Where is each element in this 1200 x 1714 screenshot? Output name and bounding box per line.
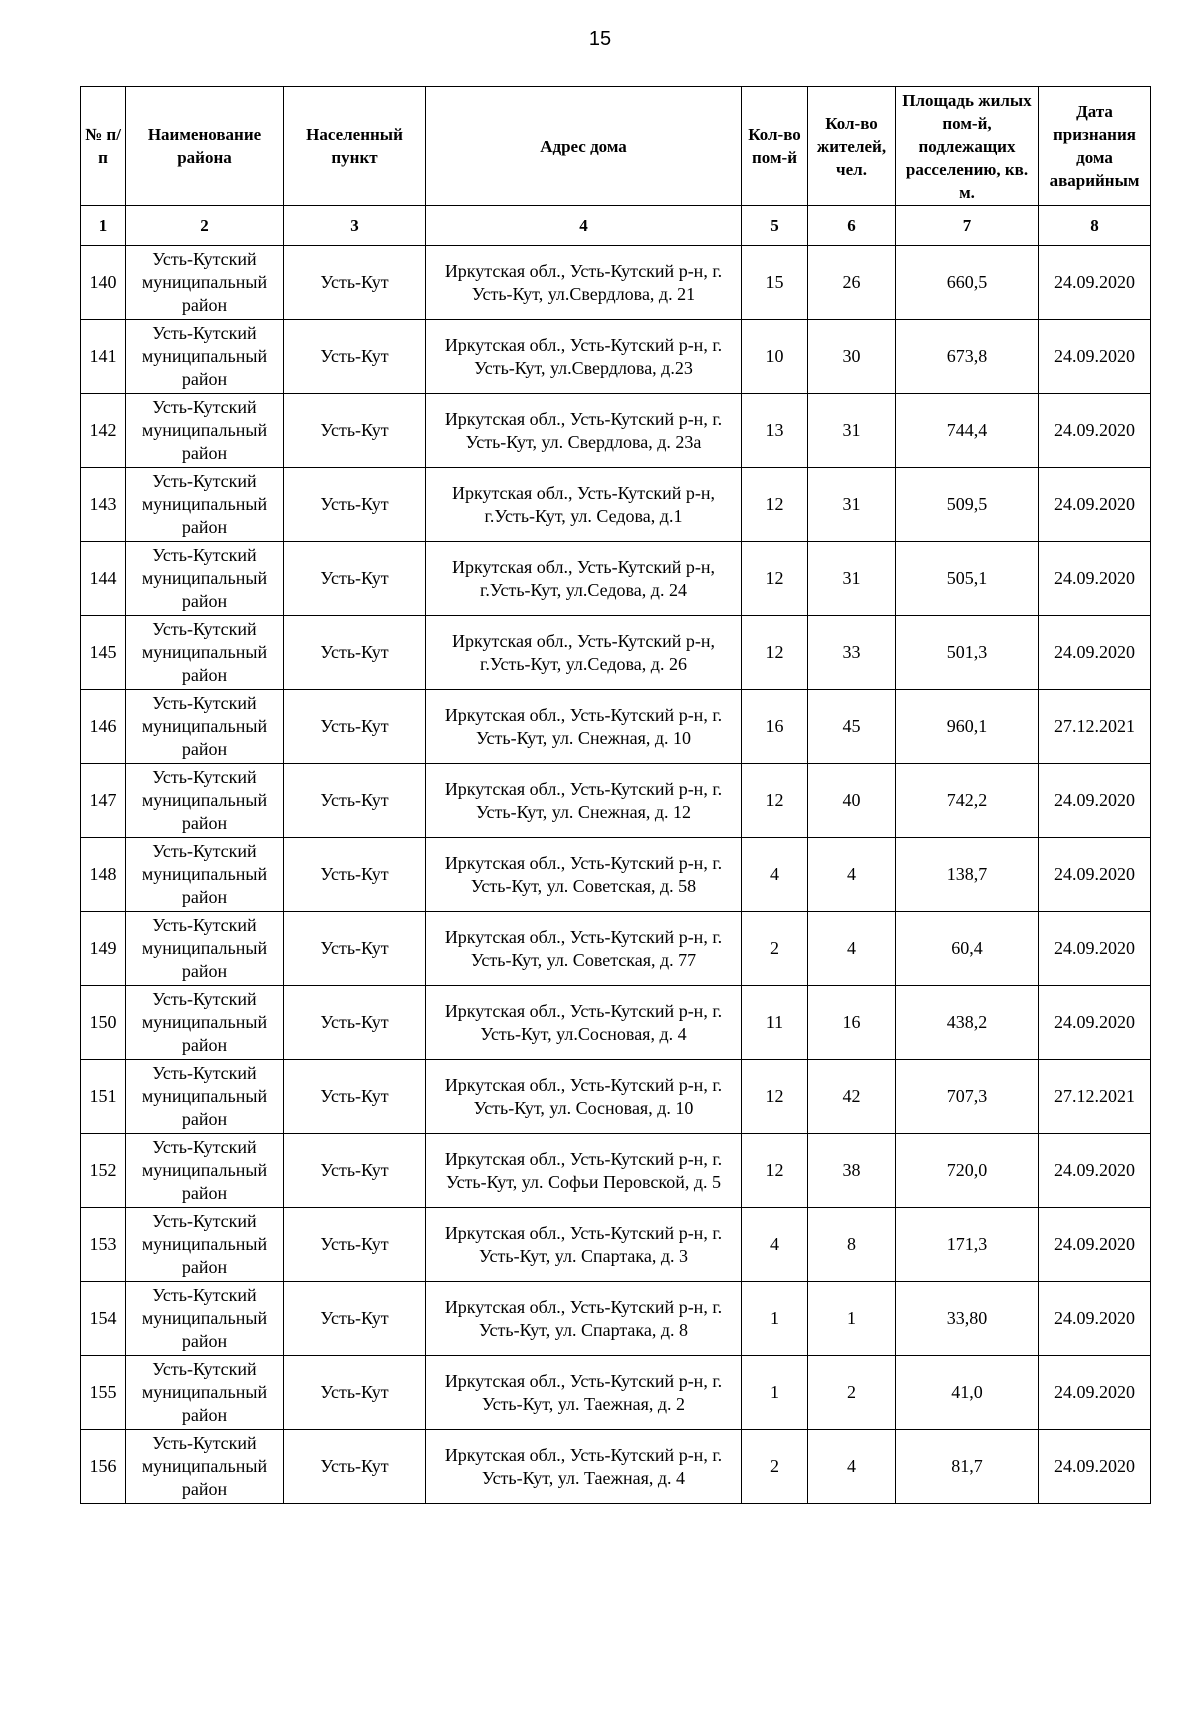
rooms-cell: 1 xyxy=(742,1282,808,1356)
date-cell: 24.09.2020 xyxy=(1039,764,1151,838)
date-cell: 24.09.2020 xyxy=(1039,616,1151,690)
column-number: 2 xyxy=(126,206,284,246)
date-cell: 24.09.2020 xyxy=(1039,394,1151,468)
address-cell: Иркутская обл., Усть-Кутский р-н, г. Усть-Кут, ул.Свердлова, д.23 xyxy=(426,320,742,394)
rooms-cell: 2 xyxy=(742,1430,808,1504)
date-cell: 24.09.2020 xyxy=(1039,1356,1151,1430)
address-cell: Иркутская обл., Усть-Кутский р-н, г. Усть-Кут, ул.Свердлова, д. 21 xyxy=(426,246,742,320)
district-cell: Усть-Кутский муниципальный район xyxy=(126,1060,284,1134)
table-row xyxy=(81,246,1151,320)
locality-cell: Усть-Кут xyxy=(284,1208,426,1282)
residents-cell: 2 xyxy=(808,1356,896,1430)
page-number: 15 xyxy=(588,28,612,50)
locality-cell: Усть-Кут xyxy=(284,1430,426,1504)
rooms-cell: 13 xyxy=(742,394,808,468)
header-row xyxy=(81,87,1151,206)
area-cell: 41,0 xyxy=(896,1356,1039,1430)
locality-cell: Усть-Кут xyxy=(284,616,426,690)
district-cell: Усть-Кутский муниципальный район xyxy=(126,468,284,542)
header-rooms: Кол-во пом-й xyxy=(742,87,808,206)
column-number-row xyxy=(81,206,1151,246)
column-number: 3 xyxy=(284,206,426,246)
header-date: Дата признания дома аварийным xyxy=(1039,87,1151,206)
table-row xyxy=(81,764,1151,838)
district-cell: Усть-Кутский муниципальный район xyxy=(126,1356,284,1430)
residents-cell: 40 xyxy=(808,764,896,838)
locality-cell: Усть-Кут xyxy=(284,542,426,616)
table-row xyxy=(81,394,1151,468)
district-cell: Усть-Кутский муниципальный район xyxy=(126,912,284,986)
district-cell: Усть-Кутский муниципальный район xyxy=(126,1208,284,1282)
district-cell: Усть-Кутский муниципальный район xyxy=(126,986,284,1060)
area-cell: 673,8 xyxy=(896,320,1039,394)
date-cell: 27.12.2021 xyxy=(1039,690,1151,764)
rooms-cell: 12 xyxy=(742,764,808,838)
locality-cell: Усть-Кут xyxy=(284,690,426,764)
date-cell: 24.09.2020 xyxy=(1039,468,1151,542)
row-number: 144 xyxy=(81,542,126,616)
locality-cell: Усть-Кут xyxy=(284,468,426,542)
area-cell: 660,5 xyxy=(896,246,1039,320)
emergency-housing-table xyxy=(80,86,1151,1504)
address-cell: Иркутская обл., Усть-Кутский р-н, г.Усть-Кут, ул. Седова, д.1 xyxy=(426,468,742,542)
address-cell: Иркутская обл., Усть-Кутский р-н, г. Усть-Кут, ул. Советская, д. 58 xyxy=(426,838,742,912)
residents-cell: 4 xyxy=(808,912,896,986)
residents-cell: 1 xyxy=(808,1282,896,1356)
rooms-cell: 12 xyxy=(742,1060,808,1134)
address-cell: Иркутская обл., Усть-Кутский р-н, г. Усть-Кут, ул. Свердлова, д. 23а xyxy=(426,394,742,468)
rooms-cell: 12 xyxy=(742,542,808,616)
table-body xyxy=(81,246,1151,1504)
address-cell: Иркутская обл., Усть-Кутский р-н, г.Усть-Кут, ул.Седова, д. 24 xyxy=(426,542,742,616)
area-cell: 720,0 xyxy=(896,1134,1039,1208)
locality-cell: Усть-Кут xyxy=(284,764,426,838)
row-number: 154 xyxy=(81,1282,126,1356)
area-cell: 171,3 xyxy=(896,1208,1039,1282)
table-row xyxy=(81,838,1151,912)
residents-cell: 31 xyxy=(808,468,896,542)
row-number: 155 xyxy=(81,1356,126,1430)
row-number: 148 xyxy=(81,838,126,912)
locality-cell: Усть-Кут xyxy=(284,246,426,320)
area-cell: 501,3 xyxy=(896,616,1039,690)
row-number: 142 xyxy=(81,394,126,468)
column-number: 5 xyxy=(742,206,808,246)
date-cell: 24.09.2020 xyxy=(1039,542,1151,616)
rooms-cell: 1 xyxy=(742,1356,808,1430)
district-cell: Усть-Кутский муниципальный район xyxy=(126,1430,284,1504)
residents-cell: 30 xyxy=(808,320,896,394)
row-number: 156 xyxy=(81,1430,126,1504)
date-cell: 24.09.2020 xyxy=(1039,1134,1151,1208)
address-cell: Иркутская обл., Усть-Кутский р-н, г. Усть-Кут, ул. Спартака, д. 3 xyxy=(426,1208,742,1282)
date-cell: 24.09.2020 xyxy=(1039,986,1151,1060)
address-cell: Иркутская обл., Усть-Кутский р-н, г. Усть-Кут, ул. Таежная, д. 2 xyxy=(426,1356,742,1430)
header-district: Наименование района xyxy=(126,87,284,206)
table-row xyxy=(81,1060,1151,1134)
row-number: 150 xyxy=(81,986,126,1060)
district-cell: Усть-Кутский муниципальный район xyxy=(126,320,284,394)
row-number: 140 xyxy=(81,246,126,320)
date-cell: 24.09.2020 xyxy=(1039,1208,1151,1282)
locality-cell: Усть-Кут xyxy=(284,912,426,986)
table-row xyxy=(81,1208,1151,1282)
district-cell: Усть-Кутский муниципальный район xyxy=(126,1282,284,1356)
table-row xyxy=(81,468,1151,542)
area-cell: 505,1 xyxy=(896,542,1039,616)
date-cell: 24.09.2020 xyxy=(1039,912,1151,986)
row-number: 141 xyxy=(81,320,126,394)
row-number: 146 xyxy=(81,690,126,764)
row-number: 145 xyxy=(81,616,126,690)
row-number: 151 xyxy=(81,1060,126,1134)
residents-cell: 31 xyxy=(808,394,896,468)
rooms-cell: 4 xyxy=(742,1208,808,1282)
address-cell: Иркутская обл., Усть-Кутский р-н, г. Усть-Кут, ул. Софьи Перовской, д. 5 xyxy=(426,1134,742,1208)
address-cell: Иркутская обл., Усть-Кутский р-н, г. Усть-Кут, ул.Сосновая, д. 4 xyxy=(426,986,742,1060)
district-cell: Усть-Кутский муниципальный район xyxy=(126,246,284,320)
rooms-cell: 12 xyxy=(742,1134,808,1208)
column-number: 4 xyxy=(426,206,742,246)
rooms-cell: 12 xyxy=(742,468,808,542)
date-cell: 27.12.2021 xyxy=(1039,1060,1151,1134)
locality-cell: Усть-Кут xyxy=(284,986,426,1060)
residents-cell: 26 xyxy=(808,246,896,320)
residents-cell: 42 xyxy=(808,1060,896,1134)
date-cell: 24.09.2020 xyxy=(1039,246,1151,320)
address-cell: Иркутская обл., Усть-Кутский р-н, г. Усть-Кут, ул. Советская, д. 77 xyxy=(426,912,742,986)
locality-cell: Усть-Кут xyxy=(284,320,426,394)
row-number: 147 xyxy=(81,764,126,838)
row-number: 149 xyxy=(81,912,126,986)
row-number: 153 xyxy=(81,1208,126,1282)
address-cell: Иркутская обл., Усть-Кутский р-н, г. Усть-Кут, ул. Спартака, д. 8 xyxy=(426,1282,742,1356)
area-cell: 138,7 xyxy=(896,838,1039,912)
area-cell: 744,4 xyxy=(896,394,1039,468)
area-cell: 33,80 xyxy=(896,1282,1039,1356)
area-cell: 742,2 xyxy=(896,764,1039,838)
header-num: № п/п xyxy=(81,87,126,206)
rooms-cell: 11 xyxy=(742,986,808,1060)
address-cell: Иркутская обл., Усть-Кутский р-н, г. Усть-Кут, ул. Снежная, д. 10 xyxy=(426,690,742,764)
rooms-cell: 16 xyxy=(742,690,808,764)
date-cell: 24.09.2020 xyxy=(1039,1282,1151,1356)
district-cell: Усть-Кутский муниципальный район xyxy=(126,616,284,690)
table-row xyxy=(81,1356,1151,1430)
header-area: Площадь жилых пом-й, подлежащих расселению, кв. м. xyxy=(896,87,1039,206)
date-cell: 24.09.2020 xyxy=(1039,838,1151,912)
table-row xyxy=(81,320,1151,394)
residents-cell: 4 xyxy=(808,838,896,912)
area-cell: 81,7 xyxy=(896,1430,1039,1504)
header-residents: Кол-во жителей, чел. xyxy=(808,87,896,206)
table-row xyxy=(81,986,1151,1060)
residents-cell: 8 xyxy=(808,1208,896,1282)
district-cell: Усть-Кутский муниципальный район xyxy=(126,1134,284,1208)
residents-cell: 16 xyxy=(808,986,896,1060)
table-row xyxy=(81,912,1151,986)
district-cell: Усть-Кутский муниципальный район xyxy=(126,542,284,616)
column-number: 7 xyxy=(896,206,1039,246)
date-cell: 24.09.2020 xyxy=(1039,1430,1151,1504)
district-cell: Усть-Кутский муниципальный район xyxy=(126,394,284,468)
rooms-cell: 15 xyxy=(742,246,808,320)
address-cell: Иркутская обл., Усть-Кутский р-н, г. Усть-Кут, ул. Сосновая, д. 10 xyxy=(426,1060,742,1134)
column-number: 6 xyxy=(808,206,896,246)
locality-cell: Усть-Кут xyxy=(284,1356,426,1430)
residents-cell: 4 xyxy=(808,1430,896,1504)
area-cell: 509,5 xyxy=(896,468,1039,542)
locality-cell: Усть-Кут xyxy=(284,838,426,912)
rooms-cell: 12 xyxy=(742,616,808,690)
rooms-cell: 4 xyxy=(742,838,808,912)
table-row xyxy=(81,1282,1151,1356)
address-cell: Иркутская обл., Усть-Кутский р-н, г. Усть-Кут, ул. Таежная, д. 4 xyxy=(426,1430,742,1504)
district-cell: Усть-Кутский муниципальный район xyxy=(126,764,284,838)
area-cell: 707,3 xyxy=(896,1060,1039,1134)
table-row xyxy=(81,1134,1151,1208)
district-cell: Усть-Кутский муниципальный район xyxy=(126,838,284,912)
row-number: 143 xyxy=(81,468,126,542)
residents-cell: 33 xyxy=(808,616,896,690)
residents-cell: 38 xyxy=(808,1134,896,1208)
residents-cell: 31 xyxy=(808,542,896,616)
date-cell: 24.09.2020 xyxy=(1039,320,1151,394)
locality-cell: Усть-Кут xyxy=(284,1060,426,1134)
table-row xyxy=(81,690,1151,764)
column-number: 1 xyxy=(81,206,126,246)
residents-cell: 45 xyxy=(808,690,896,764)
table-row xyxy=(81,1430,1151,1504)
header-locality: Населенный пункт xyxy=(284,87,426,206)
area-cell: 60,4 xyxy=(896,912,1039,986)
locality-cell: Усть-Кут xyxy=(284,1282,426,1356)
address-cell: Иркутская обл., Усть-Кутский р-н, г.Усть-Кут, ул.Седова, д. 26 xyxy=(426,616,742,690)
table-row xyxy=(81,542,1151,616)
row-number: 152 xyxy=(81,1134,126,1208)
table-row xyxy=(81,616,1151,690)
locality-cell: Усть-Кут xyxy=(284,394,426,468)
header-address: Адрес дома xyxy=(426,87,742,206)
area-cell: 960,1 xyxy=(896,690,1039,764)
rooms-cell: 10 xyxy=(742,320,808,394)
district-cell: Усть-Кутский муниципальный район xyxy=(126,690,284,764)
column-number: 8 xyxy=(1039,206,1151,246)
locality-cell: Усть-Кут xyxy=(284,1134,426,1208)
area-cell: 438,2 xyxy=(896,986,1039,1060)
rooms-cell: 2 xyxy=(742,912,808,986)
address-cell: Иркутская обл., Усть-Кутский р-н, г. Усть-Кут, ул. Снежная, д. 12 xyxy=(426,764,742,838)
